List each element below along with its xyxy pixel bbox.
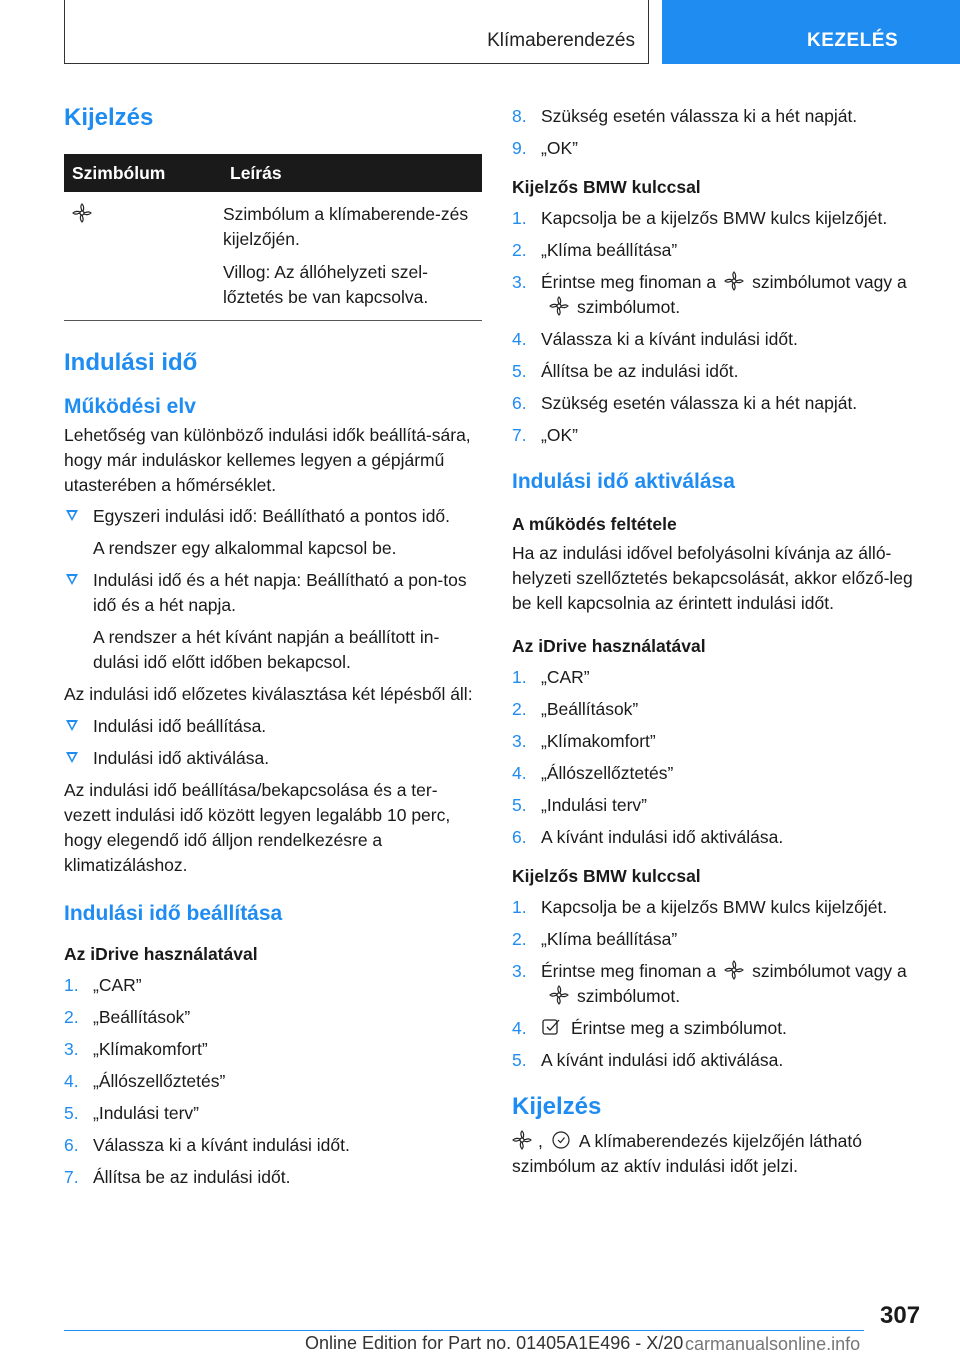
bullet-note: A rendszer egy alkalommal kapcsol be. bbox=[93, 538, 397, 558]
clock-icon bbox=[551, 1130, 571, 1150]
list-item: 5. „Indulási terv” bbox=[64, 1103, 200, 1123]
idrive-steps-continued bbox=[512, 104, 932, 161]
idrive-heading: Az iDrive használatával bbox=[512, 636, 706, 656]
condition-text: Ha az indulási idővel befolyásolni kívánja az álló-helyzeti szellőztetés bekapcsolását, akkor előző-leg be kell kapcsolnia az érintett indulási időt. bbox=[512, 543, 913, 613]
list-item: 2. „Klíma beállítása” bbox=[512, 929, 678, 949]
activate-heading: Indulási idő aktiválása bbox=[512, 470, 735, 493]
list-item: 6. Válassza ki a kívánt indulási időt. bbox=[64, 1135, 350, 1155]
list-item: 9. „OK” bbox=[512, 138, 578, 158]
list-item: 2. „Klíma beállítása” bbox=[512, 240, 678, 260]
symbol-blink-desc: Villog: Az állóhelyzeti szel-lőztetés be van kapcsolva. bbox=[223, 262, 429, 307]
mode-list bbox=[64, 504, 482, 529]
section-title: Klímaberendezés bbox=[487, 30, 635, 51]
display-heading: Kijelzés bbox=[64, 104, 154, 131]
principle-heading: Működési elv bbox=[64, 395, 196, 418]
col-symbol-header: Szimbólum bbox=[64, 154, 222, 192]
steps-intro: Az indulási idő előzetes kiválasztása két lépésből áll: bbox=[64, 684, 473, 704]
list-item: 4. Válassza ki a kívánt indulási időt. bbox=[512, 329, 798, 349]
list-item: 4. „Állószellőztetés” bbox=[512, 763, 674, 783]
condition-heading: A működés feltétele bbox=[512, 514, 677, 534]
fan-icon bbox=[72, 203, 92, 223]
display-heading-2: Kijelzés bbox=[512, 1093, 602, 1120]
list-item: 2. „Beállítások” bbox=[512, 699, 639, 719]
list-item: 4. „Állószellőztetés” bbox=[64, 1071, 226, 1091]
key-heading: Kijelzős BMW kulccsal bbox=[512, 866, 701, 886]
idrive-heading: Az iDrive használatával bbox=[64, 944, 258, 964]
key-steps bbox=[512, 206, 932, 448]
fan-icon bbox=[549, 296, 569, 316]
page-header bbox=[0, 0, 960, 66]
fan-icon bbox=[549, 985, 569, 1005]
col-desc-header: Leírás bbox=[222, 154, 482, 192]
list-item: 8. Szükség esetén válassza ki a hét napját. bbox=[512, 106, 858, 126]
set-time-heading: Indulási idő beállítása bbox=[64, 902, 283, 925]
symbol-desc: Szimbólum a klímaberende-zés kijelzőjén. bbox=[223, 204, 469, 249]
list-item: 6. Szükség esetén válassza ki a hét napját. bbox=[512, 393, 858, 413]
list-item: Indulási idő és a hét napja: Beállítható a pon-tos idő és a hét napja. bbox=[64, 568, 482, 618]
list-item: 6. A kívánt indulási idő aktiválása. bbox=[512, 827, 784, 847]
page-number: 307 bbox=[880, 1302, 921, 1329]
list-item: 5. A kívánt indulási idő aktiválása. bbox=[512, 1050, 784, 1070]
list-item: 5. „Indulási terv” bbox=[512, 795, 648, 815]
display-text: , A klímaberendezés kijelzőjén látható szimbólum az aktív indulási időt jelzi. bbox=[512, 1131, 862, 1176]
edition-text: Online Edition for Part no. 01405A1E496 - X/20 bbox=[305, 1333, 684, 1353]
bullet-note: A rendszer a hét kívánt napján a beállított in-dulási idő előtt időben bekapcsol. bbox=[93, 627, 440, 672]
list-item: 3. „Klímakomfort” bbox=[512, 731, 656, 751]
list-item: 7. Állítsa be az indulási időt. bbox=[64, 1167, 291, 1187]
list-item: 1. „CAR” bbox=[64, 975, 142, 995]
fan-icon bbox=[724, 960, 744, 980]
chapter-tab-label: KEZELÉS bbox=[807, 30, 899, 51]
table-row bbox=[64, 192, 482, 321]
intro-text: Lehetőség van különböző indulási idők beállítá-sára, hogy már induláskor kellemes legyen a gépjármű utasterében a hőmérséklet. bbox=[64, 425, 471, 495]
departure-time-heading: Indulási idő bbox=[64, 349, 198, 376]
symbol-table bbox=[64, 154, 482, 321]
right-column bbox=[512, 100, 932, 1179]
list-item: Indulási idő aktiválása. bbox=[64, 746, 482, 771]
list-item: 3. Érintse meg finoman a szimbólumot vagy aszimbólumot. bbox=[512, 961, 907, 1006]
footer-divider bbox=[64, 1330, 864, 1331]
list-item: 1. „CAR” bbox=[512, 667, 590, 687]
list-item: 2. „Beállítások” bbox=[64, 1007, 191, 1027]
list-item: Indulási idő beállítása. bbox=[64, 714, 482, 739]
chapter-tab[interactable] bbox=[662, 0, 960, 64]
list-item: 4. Érintse meg a szimbólumot. bbox=[512, 1018, 787, 1038]
idrive-steps bbox=[64, 973, 482, 1190]
key-heading: Kijelzős BMW kulccsal bbox=[512, 177, 701, 197]
activate-idrive-steps bbox=[512, 665, 932, 850]
timing-note: Az indulási idő beállítása/bekapcsolása és a ter-vezett indulási idő között legyen legalább 10 perc, hogy elegendő idő álljon rendelkezésre a klimatizáláshoz. bbox=[64, 780, 451, 875]
list-item: Egyszeri indulási idő: Beállítható a pontos idő. bbox=[64, 504, 482, 529]
list-item: 7. „OK” bbox=[512, 425, 578, 445]
checkbox-icon bbox=[541, 1017, 561, 1037]
left-column bbox=[64, 100, 482, 1197]
fan-icon bbox=[724, 271, 744, 291]
list-item: 5. Állítsa be az indulási időt. bbox=[512, 361, 739, 381]
watermark: carmanualsonline.info bbox=[685, 1334, 861, 1354]
list-item: 1. Kapcsolja be a kijelzős BMW kulcs kijelzőjét. bbox=[512, 208, 888, 228]
list-item: 1. Kapcsolja be a kijelzős BMW kulcs kijelzőjét. bbox=[512, 897, 888, 917]
activate-key-steps bbox=[512, 895, 932, 1073]
fan-icon bbox=[512, 1130, 532, 1150]
list-item: 3. Érintse meg finoman a szimbólumot vagy aszimbólumot. bbox=[512, 272, 907, 317]
list-item: 3. „Klímakomfort” bbox=[64, 1039, 208, 1059]
